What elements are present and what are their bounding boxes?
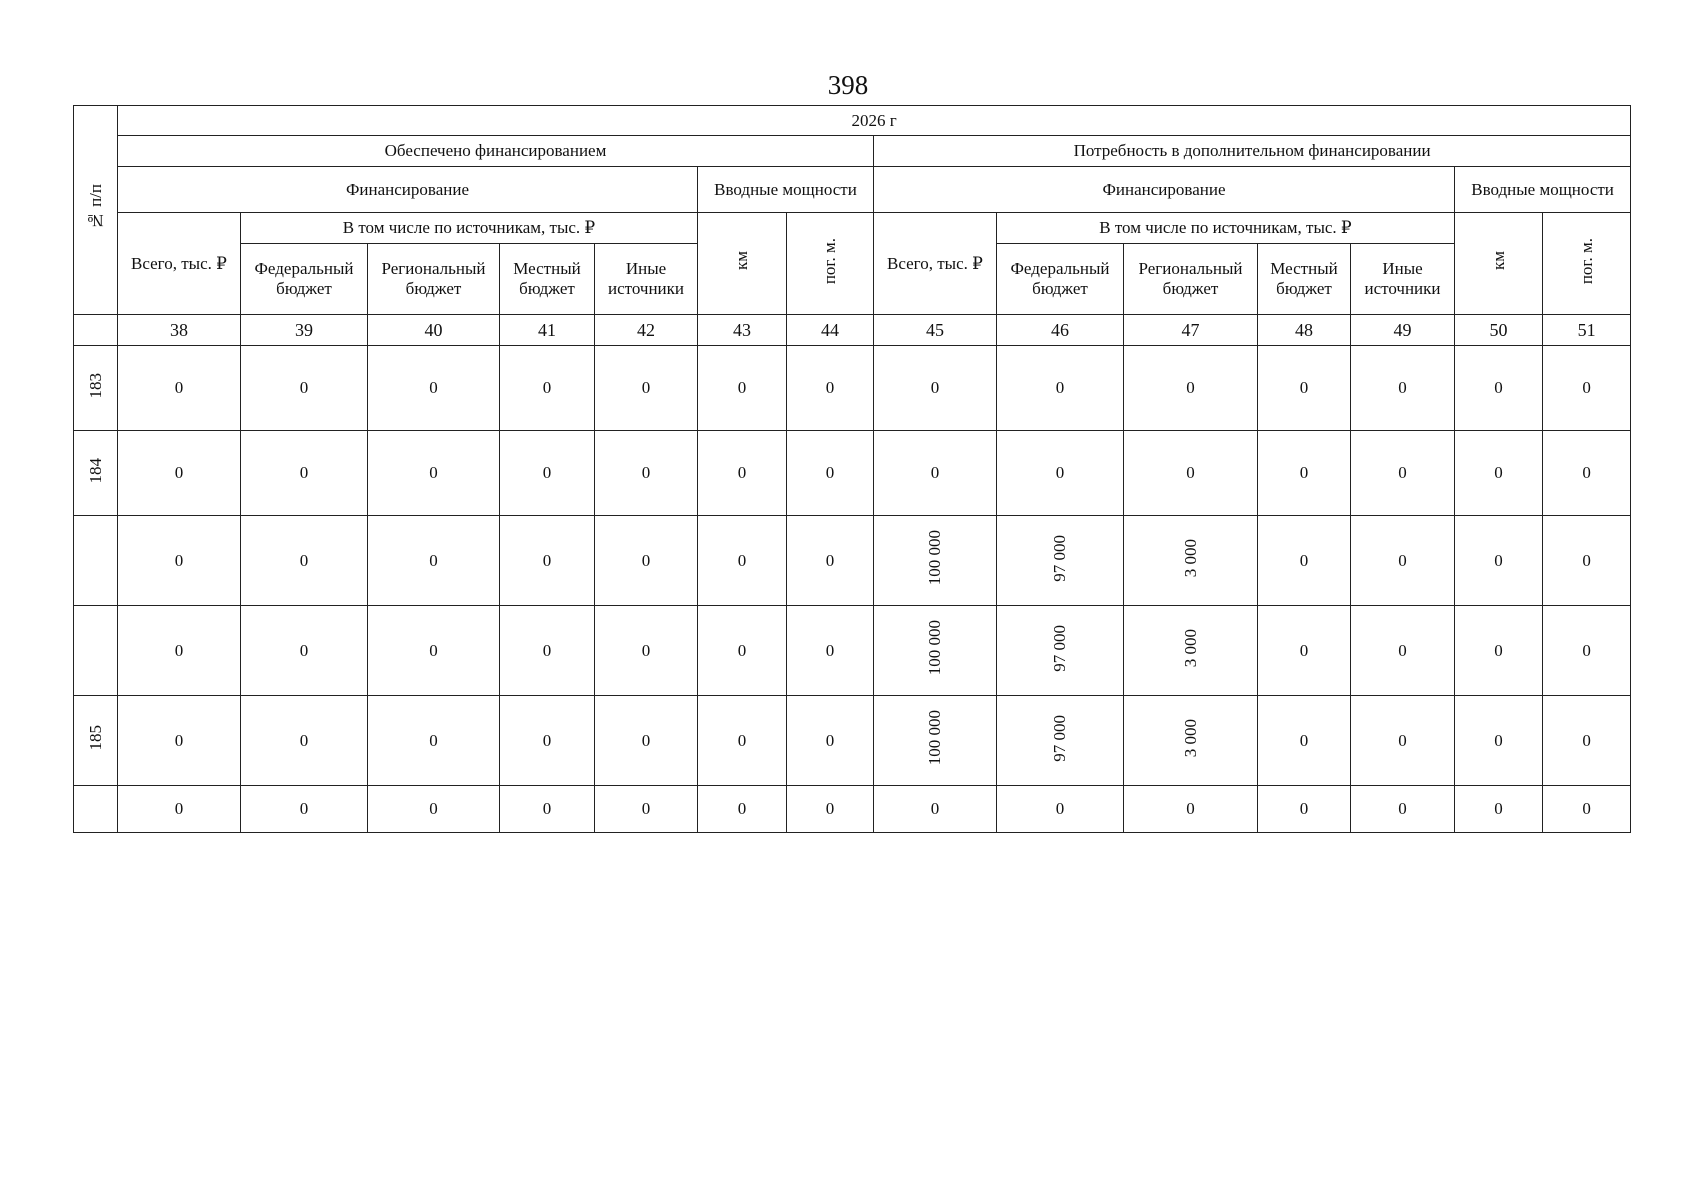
row-number [74, 606, 118, 696]
total-header-secured: Всего, тыс. ₽ [118, 213, 241, 315]
regional-header-need: Региональный бюджет [1124, 244, 1258, 315]
table-cell: 0 [1124, 786, 1258, 833]
table-cell: 0 [118, 606, 241, 696]
table-cell: 0 [241, 346, 368, 431]
table-cell: 0 [874, 346, 997, 431]
table-cell: 0 [595, 431, 698, 516]
table-cell: 0 [997, 431, 1124, 516]
table-cell: 0 [1124, 346, 1258, 431]
table-cell: 0 [595, 606, 698, 696]
table-cell: 0 [1258, 346, 1351, 431]
table-cell: 0 [787, 516, 874, 606]
pogm-header-secured: пог. м. [787, 213, 874, 315]
table-cell: 0 [241, 606, 368, 696]
table-cell: 0 [595, 346, 698, 431]
table-cell: 100 000 [874, 606, 997, 696]
table-cell: 0 [241, 516, 368, 606]
table-cell: 0 [1351, 346, 1455, 431]
table-cell: 0 [368, 786, 500, 833]
table-cell: 0 [787, 431, 874, 516]
column-number: 51 [1543, 315, 1631, 346]
table-cell: 0 [874, 431, 997, 516]
table-cell: 0 [241, 431, 368, 516]
row-number [74, 516, 118, 606]
table-row [74, 431, 1631, 516]
table-cell: 0 [698, 696, 787, 786]
table-cell: 0 [500, 346, 595, 431]
column-number: 50 [1455, 315, 1543, 346]
table-cell: 0 [241, 786, 368, 833]
capacity-header-secured: Вводные мощности [698, 167, 874, 213]
table-cell: 0 [1455, 516, 1543, 606]
table-cell: 0 [1351, 606, 1455, 696]
financing-header-secured: Финансирование [118, 167, 698, 213]
table-cell: 97 000 [997, 696, 1124, 786]
table-cell: 0 [1258, 516, 1351, 606]
column-number: 40 [368, 315, 500, 346]
table-cell: 0 [118, 516, 241, 606]
local-header-secured: Местный бюджет [500, 244, 595, 315]
table-row [74, 346, 1631, 431]
table-cell: 0 [118, 786, 241, 833]
page-number: 398 [827, 70, 869, 100]
table-cell: 0 [1351, 516, 1455, 606]
table-cell: 0 [787, 696, 874, 786]
table-cell: 0 [1455, 696, 1543, 786]
pogm-header-need: пог. м. [1543, 213, 1631, 315]
table-cell: 0 [1455, 786, 1543, 833]
column-number: 38 [118, 315, 241, 346]
table-cell: 0 [1543, 606, 1631, 696]
table-cell: 3 000 [1124, 696, 1258, 786]
row-number [74, 786, 118, 833]
other-header-secured: Иные источники [595, 244, 698, 315]
table-row [74, 516, 1631, 606]
sources-header-secured: В том числе по источникам, тыс. ₽ [241, 213, 698, 244]
table-cell: 0 [997, 786, 1124, 833]
table-row [74, 696, 1631, 786]
column-number: 44 [787, 315, 874, 346]
table-cell: 0 [1351, 696, 1455, 786]
table-cell: 0 [1455, 346, 1543, 431]
federal-header-secured: Федеральный бюджет [241, 244, 368, 315]
table-cell: 0 [1124, 431, 1258, 516]
column-number: 43 [698, 315, 787, 346]
table-cell: 0 [787, 346, 874, 431]
table-cell: 0 [595, 786, 698, 833]
table-cell: 0 [1351, 786, 1455, 833]
column-number: 48 [1258, 315, 1351, 346]
sources-header-need: В том числе по источникам, тыс. ₽ [997, 213, 1455, 244]
column-number: 46 [997, 315, 1124, 346]
table-cell: 0 [500, 431, 595, 516]
table-cell: 97 000 [997, 606, 1124, 696]
table-cell: 0 [368, 516, 500, 606]
table-cell: 0 [698, 606, 787, 696]
table-cell: 0 [500, 606, 595, 696]
row-number: 185 [74, 696, 118, 786]
table-cell: 3 000 [1124, 606, 1258, 696]
table-cell: 0 [500, 786, 595, 833]
table-cell: 0 [368, 346, 500, 431]
table-cell: 0 [787, 606, 874, 696]
need-header: Потребность в дополнительном финансировании [874, 136, 1631, 167]
financing-header-need: Финансирование [874, 167, 1455, 213]
table-cell: 0 [1455, 606, 1543, 696]
km-header-secured: км [698, 213, 787, 315]
table-cell: 0 [368, 606, 500, 696]
table-cell: 0 [698, 516, 787, 606]
column-number: 41 [500, 315, 595, 346]
table-cell: 0 [1543, 516, 1631, 606]
table-cell: 0 [787, 786, 874, 833]
table-cell: 0 [118, 346, 241, 431]
table-cell: 0 [118, 431, 241, 516]
table-cell: 0 [500, 696, 595, 786]
table-cell: 0 [1258, 606, 1351, 696]
financing-table [73, 105, 1631, 833]
regional-header-secured: Региональный бюджет [368, 244, 500, 315]
column-number: 39 [241, 315, 368, 346]
table-cell: 0 [698, 431, 787, 516]
table-row [74, 786, 1631, 833]
table-row [74, 606, 1631, 696]
column-number: 42 [595, 315, 698, 346]
column-number: 49 [1351, 315, 1455, 346]
km-header-need: км [1455, 213, 1543, 315]
table-cell: 0 [500, 516, 595, 606]
table-cell: 0 [368, 696, 500, 786]
table-cell: 0 [118, 696, 241, 786]
table-cell: 0 [1258, 786, 1351, 833]
table-cell: 0 [1543, 696, 1631, 786]
table-cell: 100 000 [874, 696, 997, 786]
column-number-blank [74, 315, 118, 346]
table-cell: 0 [1351, 431, 1455, 516]
table-cell: 0 [698, 346, 787, 431]
row-number: 184 [74, 431, 118, 516]
row-number-header: № п/п [74, 106, 118, 315]
year-header: 2026 г [118, 106, 1631, 136]
table-cell: 100 000 [874, 516, 997, 606]
table-cell: 0 [1543, 431, 1631, 516]
table-cell: 0 [1543, 786, 1631, 833]
table-cell: 0 [595, 516, 698, 606]
table-cell: 0 [874, 786, 997, 833]
capacity-header-need: Вводные мощности [1455, 167, 1631, 213]
secured-header: Обеспечено финансированием [118, 136, 874, 167]
total-header-need: Всего, тыс. ₽ [874, 213, 997, 315]
row-number: 183 [74, 346, 118, 431]
column-numbers-row [74, 315, 1631, 346]
table-cell: 0 [997, 346, 1124, 431]
table-cell: 97 000 [997, 516, 1124, 606]
table-cell: 0 [595, 696, 698, 786]
local-header-need: Местный бюджет [1258, 244, 1351, 315]
federal-header-need: Федеральный бюджет [997, 244, 1124, 315]
column-number: 47 [1124, 315, 1258, 346]
table-cell: 0 [698, 786, 787, 833]
table-cell: 0 [1258, 431, 1351, 516]
table-cell: 0 [1455, 431, 1543, 516]
table-cell: 0 [1543, 346, 1631, 431]
column-number: 45 [874, 315, 997, 346]
table-cell: 0 [241, 696, 368, 786]
other-header-need: Иные источники [1351, 244, 1455, 315]
table-cell: 0 [1258, 696, 1351, 786]
table-cell: 3 000 [1124, 516, 1258, 606]
table-cell: 0 [368, 431, 500, 516]
